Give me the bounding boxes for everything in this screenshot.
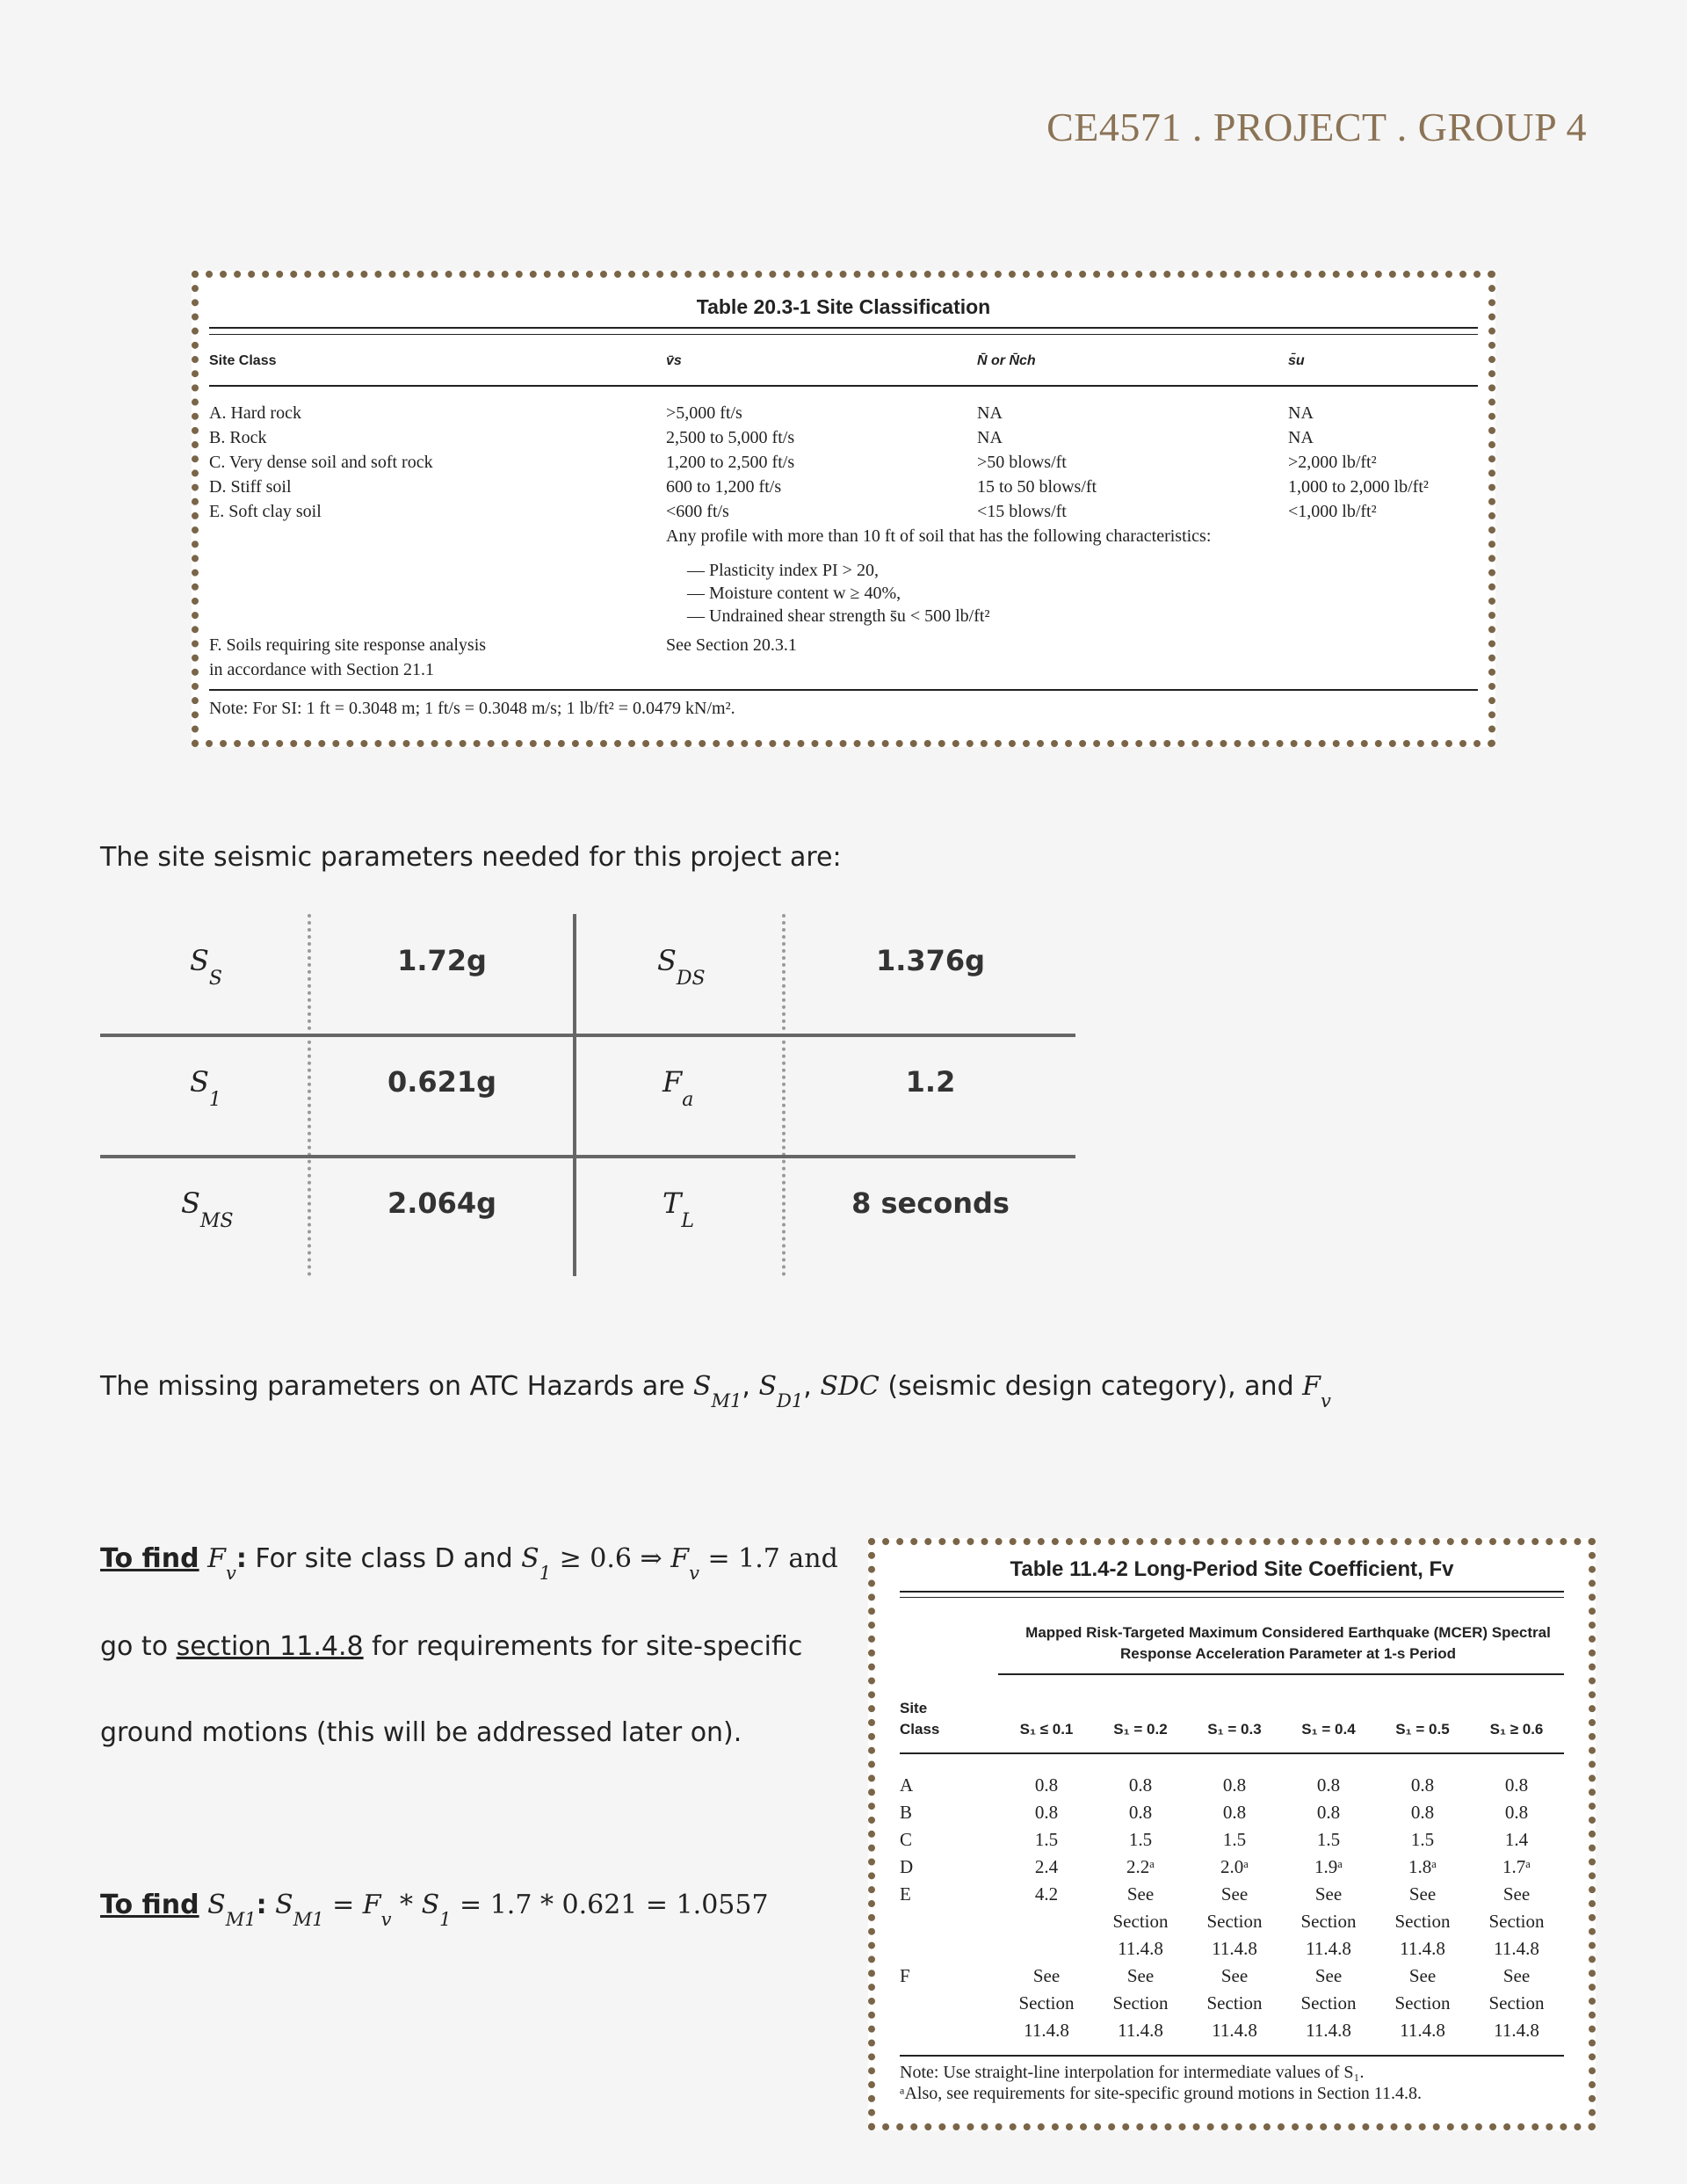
value-column: 0.8 0.8 1.5 2.0ᵃ See Section 11.4.8 See Section 11.4.8 [1206, 1774, 1263, 2041]
col-header: S₁ = 0.4 [1301, 1721, 1356, 1738]
table-cell: >2,000 lb/ft² [1288, 453, 1377, 472]
math-subscript: v [689, 1563, 699, 1584]
math-symbol: S [521, 1543, 539, 1574]
site-class-column: A B C D E F [900, 1774, 914, 1986]
math-symbol: S [421, 1890, 440, 1920]
text: The missing parameters on ATC Hazards are [100, 1371, 693, 1402]
symbol-subscript: DS [676, 968, 706, 990]
table-note: Note: For SI: 1 ft = 0.3048 m; 1 ft/s = 0.3048 m/s; 1 lb/ft² = 0.0479 kN/m². [209, 699, 735, 718]
math-symbol: S [758, 1371, 778, 1402]
value-column: 0.8 0.8 1.5 1.9ᵃ See Section 11.4.8 See Section 11.4.8 [1300, 1774, 1357, 2041]
rule [209, 334, 1478, 335]
site-class-header: Site Class [900, 1700, 940, 1738]
param-value: 1.72g [397, 944, 487, 977]
math-text: = 1.7 and [699, 1543, 838, 1574]
rule [998, 1673, 1564, 1675]
symbol-base: S [190, 1065, 209, 1099]
table-cell: A. Hard rock [209, 403, 301, 423]
col-header: Site Class [209, 353, 277, 368]
table-cell: <600 ft/s [666, 502, 729, 521]
symbol-subscript: L [681, 1210, 694, 1232]
symbol-subscript: a [682, 1089, 694, 1111]
param-symbol [190, 944, 222, 990]
symbol-base: S [181, 1186, 200, 1220]
symbol-subscript: S [208, 968, 222, 990]
math-symbol: S [275, 1890, 293, 1920]
math-subscript: M1 [293, 1909, 324, 1930]
param-symbol [662, 1186, 694, 1232]
table-cell: NA [1288, 403, 1314, 423]
bullet: — Plasticity index PI > 20, [687, 561, 879, 580]
rule [900, 1752, 1564, 1754]
value-column: 0.8 0.8 1.4 1.7ᵃ See Section 11.4.8 See Section 11.4.8 [1488, 1774, 1545, 2041]
rule [209, 385, 1478, 387]
table-cell: 1,000 to 2,000 lb/ft² [1288, 477, 1429, 497]
math-text: = [323, 1890, 363, 1920]
math-text: ≥ 0.6 ⇒ [551, 1543, 671, 1574]
math-subscript: M1 [711, 1390, 742, 1411]
table-cell: NA [1288, 428, 1314, 447]
find-sm1-line [100, 1890, 769, 1930]
table-cell: <15 blows/ft [977, 502, 1067, 521]
table-caption: Table 20.3-1 Site Classification [696, 295, 991, 318]
rule [209, 327, 1478, 329]
table-cell: 15 to 50 blows/ft [977, 477, 1097, 497]
find-label: To find [100, 1543, 199, 1574]
col-header: N̄ or N̄ch [977, 353, 1036, 368]
text: for requirements for site-specific [363, 1631, 803, 1662]
find-fv-line3: ground motions (this will be addressed later on). [100, 1717, 742, 1748]
fv-coefficient-table [868, 1538, 1596, 2130]
param-symbol [662, 1065, 694, 1111]
site-classification-table [192, 271, 1495, 747]
text: , [742, 1371, 750, 1402]
symbol-base: S [190, 944, 209, 977]
seismic-parameters-grid [100, 914, 1075, 1276]
col-header: S₁ ≥ 0.6 [1489, 1721, 1544, 1738]
bullet: — Undrained shear strength s̄u < 500 lb/ft² [687, 606, 990, 626]
colon: : [235, 1543, 247, 1574]
math-text: * [391, 1890, 422, 1920]
grid-divider [100, 1155, 1075, 1158]
table-cell: 600 to 1,200 ft/s [666, 477, 782, 497]
table-note: Note: Use straight-line interpolation for intermediate values of S₁. [900, 2063, 1365, 2082]
col-header: v̄s [666, 353, 682, 368]
param-symbol [657, 944, 706, 990]
table-cell: <1,000 lb/ft² [1288, 502, 1377, 521]
table-cell: 2,500 to 5,000 ft/s [666, 428, 795, 447]
math-text: = 1.7 * 0.621 = 1.0557 [451, 1890, 769, 1920]
table-cell: F. Soils requiring site response analysis [209, 635, 487, 655]
param-value: 1.2 [905, 1065, 956, 1099]
section-link[interactable]: section 11.4.8 [176, 1631, 364, 1662]
math-symbol: F [1302, 1371, 1321, 1402]
table-cell: NA [977, 428, 1003, 447]
table-cell: >50 blows/ft [977, 453, 1067, 472]
param-value: 0.621g [387, 1065, 497, 1099]
intro-text: The site seismic parameters needed for this project are: [100, 842, 842, 873]
value-column: 0.8 0.8 1.5 1.8ᵃ See Section 11.4.8 See Section 11.4.8 [1394, 1774, 1451, 2041]
table-cell: in accordance with Section 21.1 [209, 660, 435, 679]
table-cell: E. Soft clay soil [209, 502, 322, 521]
table-cell: C. Very dense soil and soft rock [209, 453, 433, 472]
text: , [803, 1371, 812, 1402]
grid-divider [100, 1034, 1075, 1037]
text: go to [100, 1631, 177, 1662]
math-symbol: SDC [820, 1371, 880, 1402]
math-symbol: S [207, 1890, 226, 1920]
table-cell: 1,200 to 2,500 ft/s [666, 453, 795, 472]
math-subscript: v [380, 1909, 392, 1930]
table-cell: D. Stiff soil [209, 477, 292, 497]
table-cell: B. Rock [209, 428, 267, 447]
math-symbol: F [362, 1890, 381, 1920]
math-subscript: D1 [777, 1390, 804, 1411]
profile-text: Any profile with more than 10 ft of soil that has the following characteristics: [666, 526, 1212, 546]
value-column: 0.8 0.8 1.5 2.4 4.2 See Section 11.4.8 [1018, 1774, 1075, 2041]
math-symbol: F [207, 1543, 226, 1574]
math-subscript: 1 [439, 1909, 452, 1930]
symbol-subscript: MS [199, 1210, 234, 1232]
value-column: 0.8 0.8 1.5 2.2ᵃ See Section 11.4.8 See Section 11.4.8 [1112, 1774, 1169, 2041]
param-symbol [181, 1186, 234, 1232]
math-subscript: M1 [225, 1909, 257, 1930]
param-symbol [190, 1065, 221, 1111]
param-value: 8 seconds [851, 1186, 1010, 1220]
math-subscript: v [225, 1563, 236, 1584]
rule [900, 2055, 1564, 2057]
symbol-base: S [657, 944, 677, 977]
param-value: 2.064g [387, 1186, 497, 1220]
col-header: S₁ = 0.3 [1207, 1721, 1262, 1738]
col-header: s̄u [1288, 353, 1305, 368]
col-header: S₁ = 0.5 [1395, 1721, 1450, 1738]
table-footnote: ᵃAlso, see requirements for site-specific ground motions in Section 11.4.8. [900, 2084, 1423, 2103]
symbol-base: T [662, 1186, 682, 1220]
page-header: CE4571 . PROJECT . GROUP 4 [1046, 105, 1587, 149]
rule [900, 1591, 1564, 1593]
param-value: 1.376g [875, 944, 986, 977]
symbol-subscript: 1 [208, 1089, 221, 1111]
col-header: S₁ = 0.2 [1113, 1721, 1168, 1738]
table-caption: Table 11.4-2 Long-Period Site Coefficient, Fv [1010, 1557, 1454, 1581]
math-subscript: 1 [539, 1563, 552, 1584]
bullet: — Moisture content w ≥ 40%, [687, 584, 901, 603]
math-symbol: S [692, 1371, 712, 1402]
text: (seismic design category), and [879, 1371, 1303, 1402]
table-cell: See Section 20.3.1 [666, 635, 797, 655]
find-fv-line1 [100, 1543, 838, 1584]
text: For site class D and [246, 1543, 522, 1574]
find-fv-line2 [100, 1631, 802, 1662]
find-label: To find [100, 1890, 199, 1920]
col-header: S₁ ≤ 0.1 [1019, 1721, 1074, 1738]
table-cell: >5,000 ft/s [666, 403, 742, 423]
math-symbol: F [670, 1543, 690, 1574]
rule [209, 689, 1478, 691]
table-cell: NA [977, 403, 1003, 423]
span-header: Mapped Risk-Targeted Maximum Considered Earthquake (MCER) Spectral Response Acceleration Parameter at 1-s Period [1025, 1624, 1551, 1662]
grid-divider [573, 914, 576, 1276]
math-subscript: v [1320, 1390, 1331, 1411]
symbol-base: F [662, 1065, 683, 1099]
missing-params-text [100, 1371, 1331, 1411]
rule [900, 1597, 1564, 1598]
colon: : [256, 1890, 267, 1920]
